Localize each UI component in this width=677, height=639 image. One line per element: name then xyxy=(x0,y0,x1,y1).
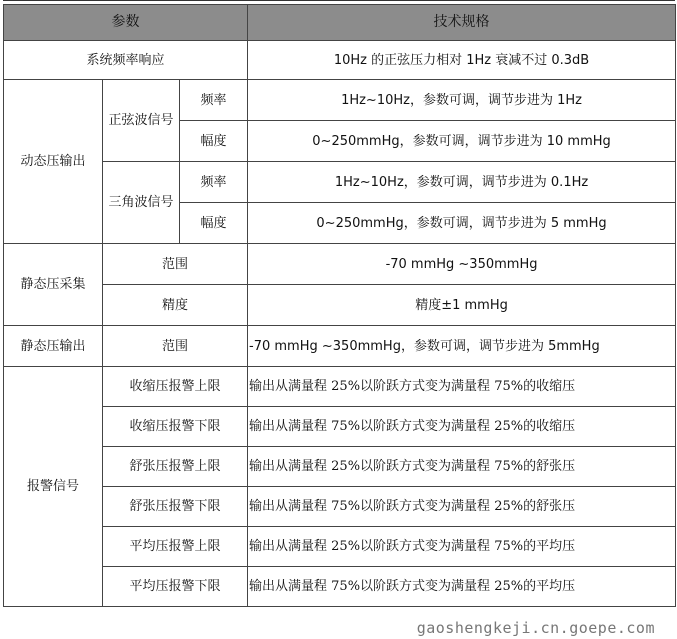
static-output-range-label: 范围 xyxy=(103,326,248,367)
triangle-amp-label: 幅度 xyxy=(180,203,248,244)
dynamic-output-label: 动态压输出 xyxy=(4,80,103,244)
header-spec: 技术规格 xyxy=(248,5,676,41)
table-row xyxy=(4,567,676,607)
alarm-item-label: 舒张压报警下限 xyxy=(103,487,248,527)
watermark-text: gaoshengkeji.cn.goepe.com xyxy=(416,619,655,637)
alarm-item-value: 输出从满量程 25%以阶跃方式变为满量程 75%的平均压 xyxy=(248,527,676,567)
table-row xyxy=(4,367,676,407)
table-row xyxy=(4,487,676,527)
sine-label: 正弦波信号 xyxy=(103,80,180,162)
table-row xyxy=(4,326,676,367)
table-row xyxy=(4,244,676,285)
alarm-item-value: 输出从满量程 25%以阶跃方式变为满量程 75%的收缩压 xyxy=(248,367,676,407)
alarm-label: 报警信号 xyxy=(4,367,103,607)
sine-freq-value: 1Hz~10Hz，参数可调，调节步进为 1Hz xyxy=(248,80,676,121)
sine-amp-label: 幅度 xyxy=(180,121,248,162)
table-row xyxy=(4,527,676,567)
sine-freq-label: 频率 xyxy=(180,80,248,121)
alarm-item-label: 平均压报警下限 xyxy=(103,567,248,607)
static-collect-range-label: 范围 xyxy=(103,244,248,285)
spec-table xyxy=(3,4,676,607)
system-response-label: 系统频率响应 xyxy=(4,41,248,80)
static-collect-precision-value: 精度±1 mmHg xyxy=(248,285,676,326)
table-row xyxy=(4,41,676,80)
table-row xyxy=(4,285,676,326)
triangle-freq-value: 1Hz~10Hz，参数可调，调节步进为 0.1Hz xyxy=(248,162,676,203)
alarm-item-label: 收缩压报警上限 xyxy=(103,367,248,407)
static-output-label: 静态压输出 xyxy=(4,326,103,367)
alarm-item-label: 舒张压报警上限 xyxy=(103,447,248,487)
static-collect-label: 静态压采集 xyxy=(4,244,103,326)
alarm-item-value: 输出从满量程 75%以阶跃方式变为满量程 25%的收缩压 xyxy=(248,407,676,447)
static-collect-range-value: -70 mmHg ~350mmHg xyxy=(248,244,676,285)
alarm-item-value: 输出从满量程 75%以阶跃方式变为满量程 25%的舒张压 xyxy=(248,487,676,527)
triangle-label: 三角波信号 xyxy=(103,162,180,244)
table-row xyxy=(4,162,676,203)
header-param: 参数 xyxy=(4,5,248,41)
static-collect-precision-label: 精度 xyxy=(103,285,248,326)
triangle-freq-label: 频率 xyxy=(180,162,248,203)
table-row xyxy=(4,447,676,487)
table-row xyxy=(4,407,676,447)
alarm-item-value: 输出从满量程 75%以阶跃方式变为满量程 25%的平均压 xyxy=(248,567,676,607)
table-row xyxy=(4,80,676,121)
triangle-amp-value: 0~250mmHg，参数可调，调节步进为 5 mmHg xyxy=(248,203,676,244)
header-row xyxy=(4,5,676,41)
alarm-item-value: 输出从满量程 25%以阶跃方式变为满量程 75%的舒张压 xyxy=(248,447,676,487)
alarm-item-label: 收缩压报警下限 xyxy=(103,407,248,447)
static-output-range-value: -70 mmHg ~350mmHg，参数可调，调节步进为 5mmHg xyxy=(248,326,676,367)
system-response-value: 10Hz 的正弦压力相对 1Hz 衰减不过 0.3dB xyxy=(248,41,676,80)
alarm-item-label: 平均压报警上限 xyxy=(103,527,248,567)
sine-amp-value: 0~250mmHg，参数可调，调节步进为 10 mmHg xyxy=(248,121,676,162)
top-rule xyxy=(3,0,675,1)
